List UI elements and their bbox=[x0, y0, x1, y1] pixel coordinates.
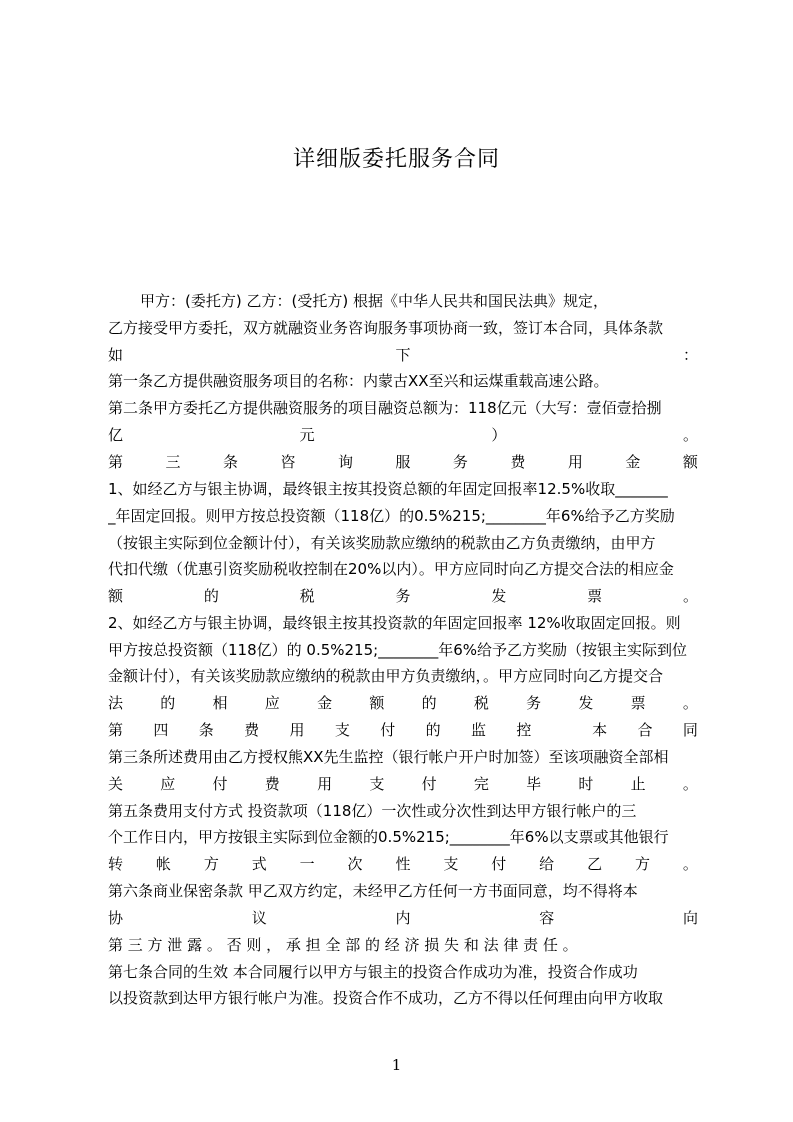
body-line bbox=[108, 851, 698, 877]
justified-word: 发 bbox=[578, 694, 594, 712]
justified-word: 方 bbox=[203, 855, 219, 873]
justified-word: ： bbox=[682, 346, 698, 364]
justified-word: 协 bbox=[108, 909, 124, 927]
justified-word: 费 bbox=[264, 775, 280, 793]
justified-word: 务 bbox=[395, 587, 411, 605]
justified-word: 额 bbox=[682, 453, 698, 471]
justified-word: 额 bbox=[108, 587, 124, 605]
body-line bbox=[108, 905, 698, 931]
justified-word: 费 bbox=[244, 721, 260, 739]
justified-word: 三 bbox=[165, 453, 181, 471]
justified-word: 方 bbox=[634, 855, 650, 873]
justified-word: 票 bbox=[587, 587, 603, 605]
body-line: 第七条合同的生效 本合同履行以甲方与银主的投资合作成功为准，投资合作成功 bbox=[108, 963, 638, 981]
justified-word: 四 bbox=[153, 721, 169, 739]
justified-word: 服 bbox=[395, 453, 411, 471]
body-line: 第三条所述费用由乙方授权熊XX先生监控（银行帐户开户时加签）至该项融资全部相 bbox=[108, 748, 669, 766]
body-line bbox=[108, 342, 698, 368]
body-line: 乙方接受甲方委托，双方就融资业务咨询服务事项协商一致，签订本合同，具体条款 bbox=[108, 319, 664, 337]
body-line bbox=[108, 717, 698, 743]
body-line: 个工作日内，甲方按银主实际到位金额的0.5%215;________年6%以支票或其他银行 bbox=[108, 828, 669, 846]
justified-word: 时 bbox=[578, 775, 594, 793]
body-line: 金额计付），有关该奖励款应缴纳的税款由甲方负责缴纳，。甲方应同时向乙方提交合 bbox=[108, 667, 664, 685]
body-line: 第 三 方 泄 露 。 否 则 ， 承 担 全 部 的 经 济 损 失 和 法 律 责 任 。 bbox=[108, 936, 578, 954]
body-line: 第六条商业保密条款 甲乙双方约定，未经甲乙方任何一方书面同意，均不得将本 bbox=[108, 882, 638, 900]
justified-word: 发 bbox=[491, 587, 507, 605]
body-line bbox=[108, 449, 698, 475]
document-title: 详细版委托服务合同 bbox=[292, 147, 500, 172]
body-line: 以投资款到达甲方银行帐户为准。投资合作不成功，乙方不得以任何理由向甲方收取 bbox=[108, 989, 664, 1007]
body-line: （按银主实际到位金额计付），有关该奖励款应缴纳的税款由乙方负责缴纳，由甲方 bbox=[108, 534, 656, 552]
body-line bbox=[108, 771, 698, 797]
justified-word: 下 bbox=[395, 346, 411, 364]
justified-word: 用 bbox=[289, 721, 305, 739]
page-number: 1 bbox=[391, 1056, 402, 1074]
justified-word: 元 bbox=[299, 426, 315, 444]
justified-word: 的 bbox=[425, 721, 441, 739]
justified-word: 本 bbox=[592, 721, 608, 739]
body-line: 甲方按总投资额（118亿）的 0.5%215;________年6%给予乙方奖励（按银主实际到位 bbox=[108, 641, 687, 659]
justified-word: 同 bbox=[682, 721, 698, 739]
justified-word: ） bbox=[491, 426, 507, 444]
justified-word: 一 bbox=[299, 855, 315, 873]
justified-word: 支 bbox=[443, 855, 459, 873]
body-line: 1、如经乙方与银主协调，最终银主按其投资总额的年固定回报率12.5%收取_______ bbox=[108, 480, 668, 498]
justified-word: 监 bbox=[471, 721, 487, 739]
justified-word: 向 bbox=[682, 909, 698, 927]
justified-word: 条 bbox=[198, 721, 214, 739]
justified-word: 内 bbox=[395, 909, 411, 927]
justified-word: 支 bbox=[369, 775, 385, 793]
body-line bbox=[108, 583, 698, 609]
body-line bbox=[108, 690, 698, 716]
justified-word: 应 bbox=[264, 694, 280, 712]
justified-word: 如 bbox=[108, 346, 124, 364]
body-line: 第一条乙方提供融资服务项目的名称：内蒙古XX至兴和运煤重载高速公路。 bbox=[108, 372, 609, 390]
justified-word: 转 bbox=[108, 855, 124, 873]
justified-word: 次 bbox=[347, 855, 363, 873]
justified-word: 容 bbox=[539, 909, 555, 927]
body-line bbox=[108, 422, 698, 448]
justified-word: 付 bbox=[380, 721, 396, 739]
justified-word: 控 bbox=[516, 721, 532, 739]
justified-word: 金 bbox=[625, 453, 641, 471]
justified-word: 相 bbox=[212, 694, 228, 712]
body-line: 甲方：(委托方) 乙方：(受托方) 根据《中华人民共和国民法典》规定， bbox=[140, 292, 608, 310]
justified-word: 。 bbox=[682, 694, 698, 712]
justified-word: 支 bbox=[334, 721, 350, 739]
body-line: 第五条费用支付方式 投资款项（118亿）一次性或分次性到达甲方银行帐户的三 bbox=[108, 802, 637, 820]
justified-word: 式 bbox=[251, 855, 267, 873]
justified-word: 议 bbox=[251, 909, 267, 927]
justified-word: 的 bbox=[421, 694, 437, 712]
justified-word: 务 bbox=[526, 694, 542, 712]
justified-word: 止 bbox=[630, 775, 646, 793]
body-line: 代扣代缴（优惠引资奖励税收控制在20%以内）。甲方应同时向乙方提交合法的相应金 bbox=[108, 560, 674, 578]
justified-word: 。 bbox=[682, 587, 698, 605]
justified-word: 付 bbox=[491, 855, 507, 873]
justified-word: 。 bbox=[682, 855, 698, 873]
justified-word: 的 bbox=[203, 587, 219, 605]
justified-word: 用 bbox=[567, 453, 583, 471]
justified-word: 用 bbox=[317, 775, 333, 793]
justified-word: 额 bbox=[369, 694, 385, 712]
justified-word: 关 bbox=[108, 775, 124, 793]
justified-word: 询 bbox=[337, 453, 353, 471]
justified-word: 付 bbox=[212, 775, 228, 793]
justified-word: 合 bbox=[637, 721, 653, 739]
justified-word: 咨 bbox=[280, 453, 296, 471]
justified-word: 第 bbox=[108, 721, 124, 739]
body-line: 2、如经乙方与银主协调，最终银主按其投资款的年固定回报率 12%收取固定回报。则 bbox=[108, 614, 681, 632]
justified-word: 务 bbox=[452, 453, 468, 471]
justified-word: 税 bbox=[299, 587, 315, 605]
justified-word: 亿 bbox=[108, 426, 124, 444]
justified-word: 给 bbox=[539, 855, 555, 873]
justified-word: 票 bbox=[630, 694, 646, 712]
justified-word: 的 bbox=[160, 694, 176, 712]
justified-word: 条 bbox=[222, 453, 238, 471]
justified-word: 税 bbox=[473, 694, 489, 712]
justified-word: 完 bbox=[473, 775, 489, 793]
justified-word: 第 bbox=[108, 453, 124, 471]
justified-word: 性 bbox=[395, 855, 411, 873]
justified-word: 帐 bbox=[155, 855, 171, 873]
justified-word: 应 bbox=[160, 775, 176, 793]
justified-word: 。 bbox=[682, 426, 698, 444]
justified-word: 付 bbox=[421, 775, 437, 793]
justified-word: 乙 bbox=[587, 855, 603, 873]
body-line: 第二条甲方委托乙方提供融资服务的项目融资总额为：118亿元（大写：壹佰壹拾捌 bbox=[108, 399, 662, 417]
justified-word: 毕 bbox=[526, 775, 542, 793]
justified-word: 法 bbox=[108, 694, 124, 712]
body-line: _年固定回报。则甲方按总投资额（118亿）的0.5%215;________年6%给予乙方奖励 bbox=[108, 507, 675, 525]
justified-word: 费 bbox=[510, 453, 526, 471]
justified-word: 金 bbox=[317, 694, 333, 712]
justified-word: 。 bbox=[682, 775, 698, 793]
